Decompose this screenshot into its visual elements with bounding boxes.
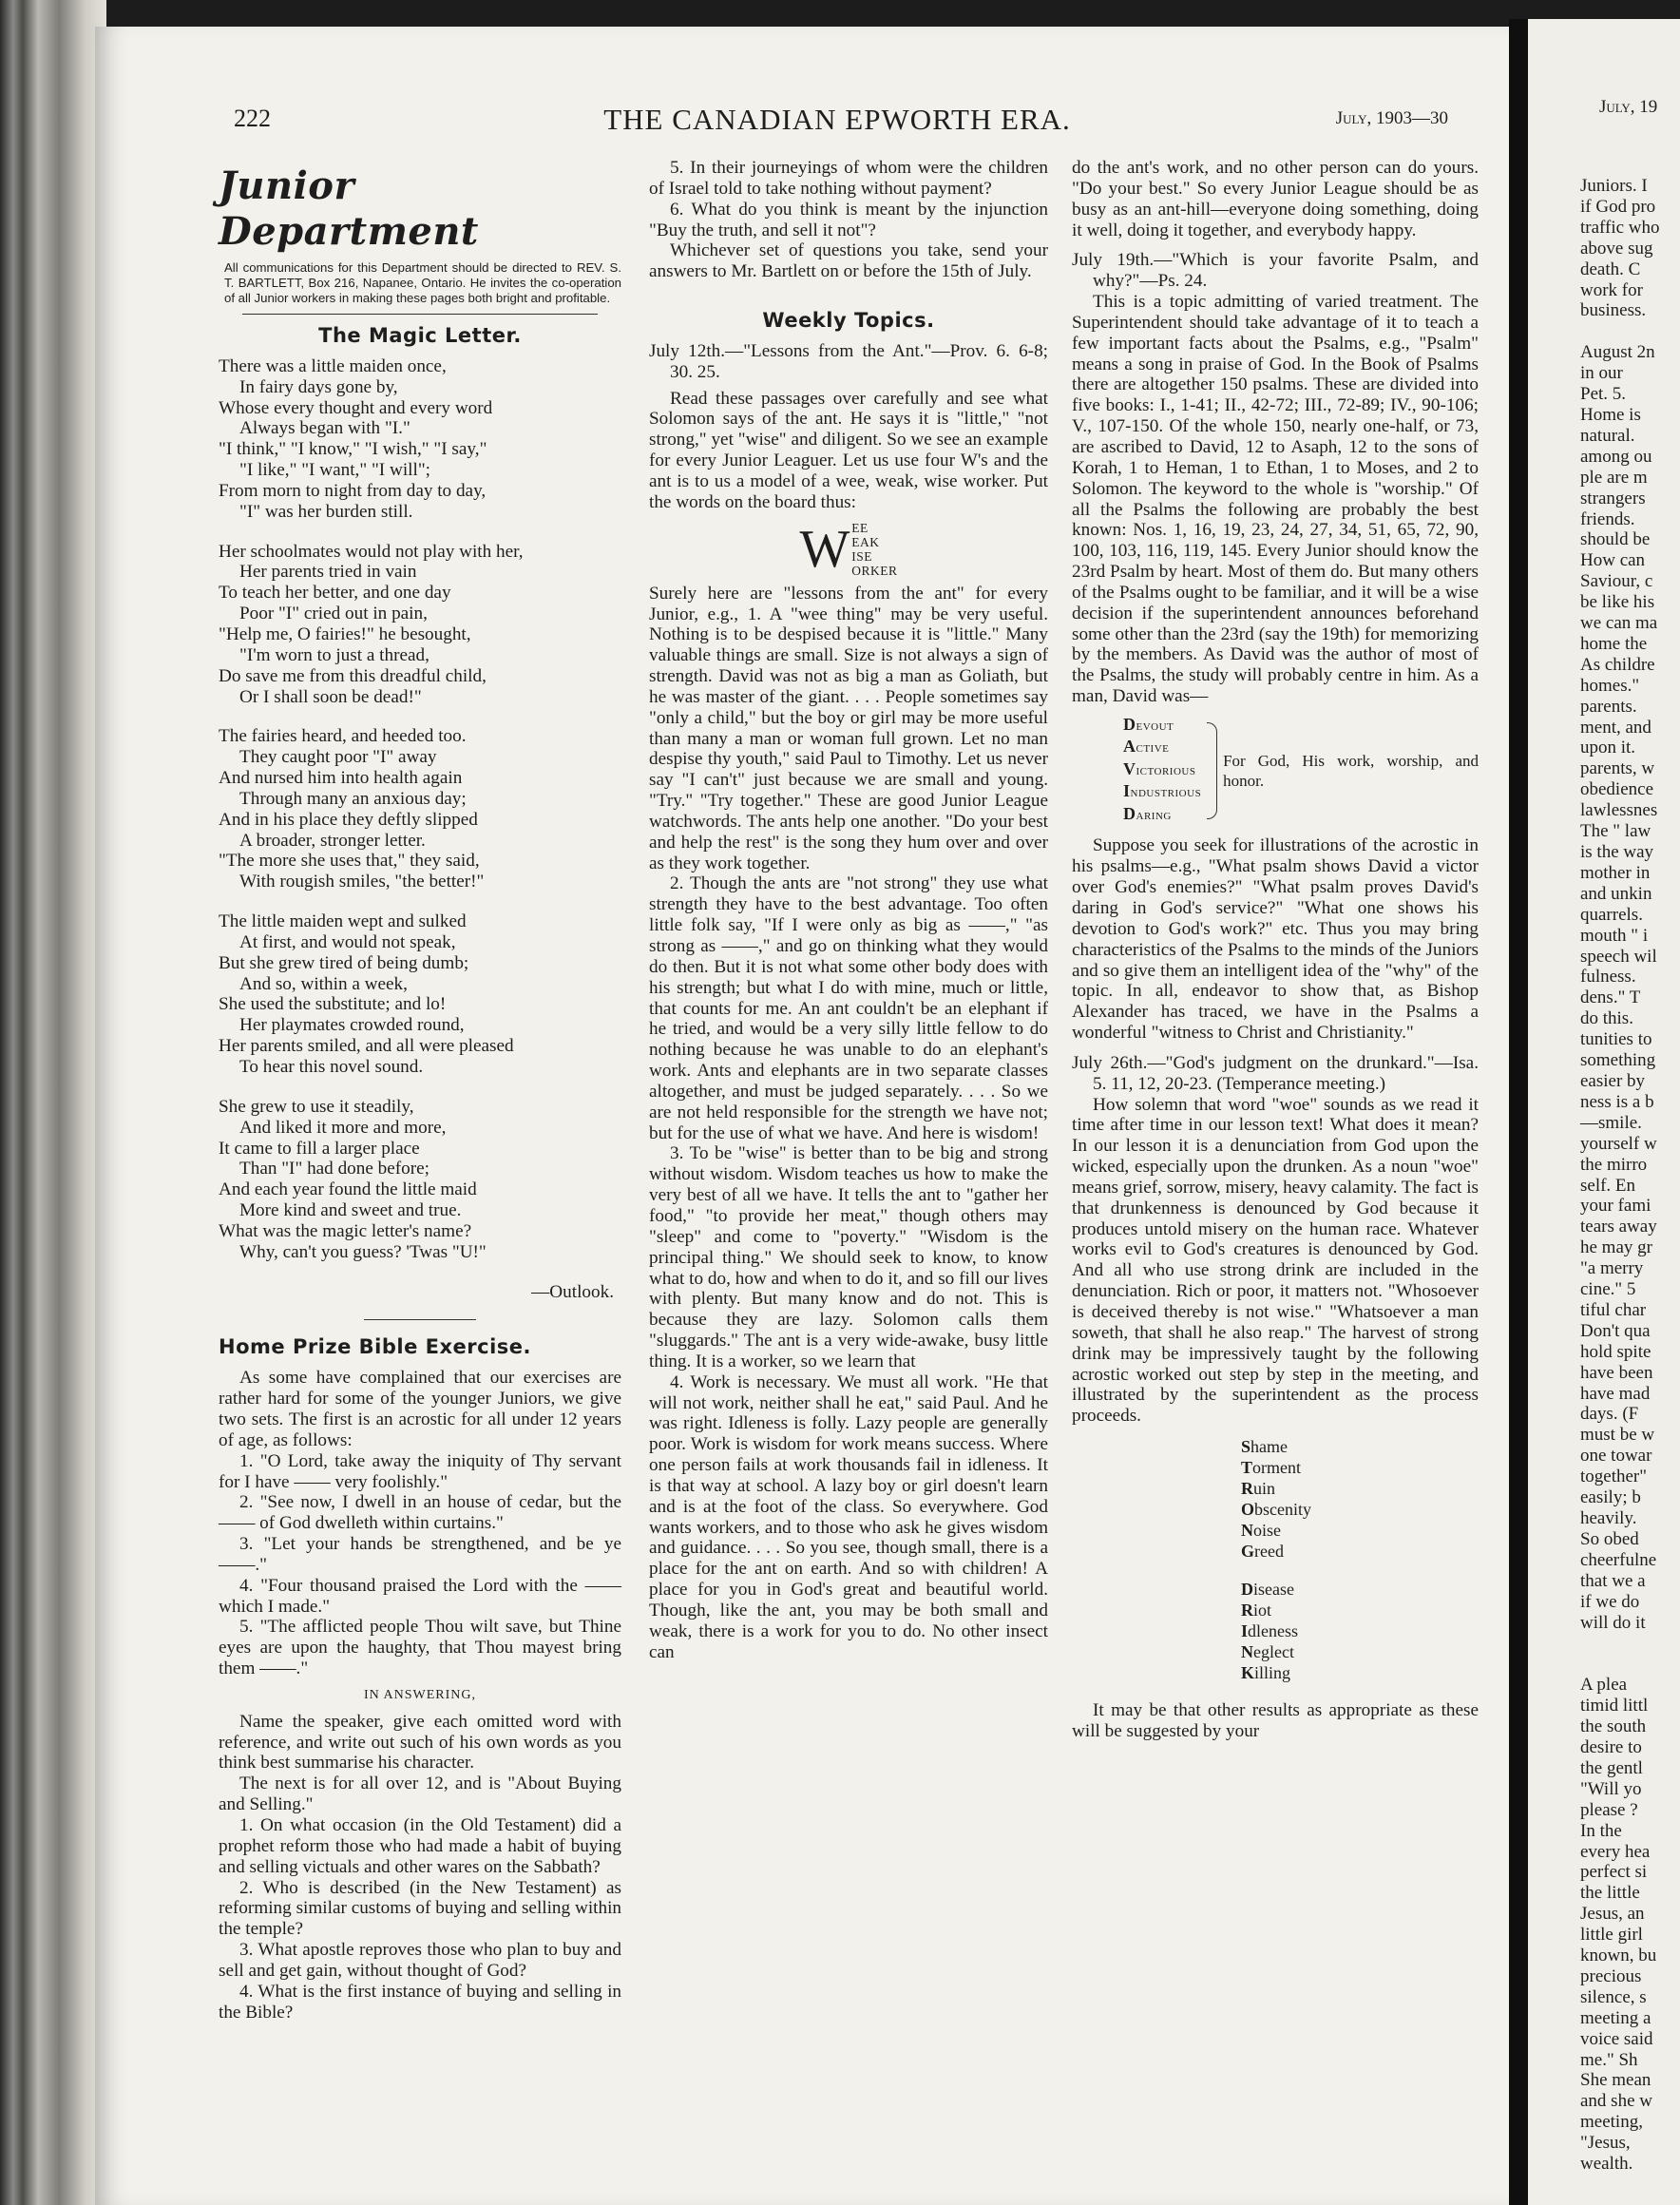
next-page-line: cine." 5 — [1580, 1279, 1636, 1300]
poem-line: But she grew tired of being dumb; — [219, 952, 469, 973]
acrostic-rest: eglect — [1253, 1642, 1294, 1662]
next-page-line: and she w — [1580, 2091, 1652, 2112]
paragraph: Surely here are "lessons from the ant" for every Junior, e.g., 1. A "wee thing" may be very useful. Nothing is to be despised because it is "little." Many valuable things are small. Size is not always a sign of strength. David was not as big a man as Goliath, but he was master of the giant. . . . People sometimes say "only a child," but the boy or girl may be more useful than many a man or woman full grown. Let no man despise thy youth," said Paul to Timothy. Let us never say "I can't" just because we are small and young. "Try." "Try together." These are good Junior League watchwords. The ants help one another. "Do your best and help the rest" is the song they hum over and over as they work together. — [649, 583, 1048, 873]
next-page-line: the mirro — [1580, 1154, 1648, 1175]
list-item: 1. "O Lord, take away the iniquity of Thy servant for I have —— very foolishly." — [219, 1450, 621, 1492]
acrostic-row — [1241, 1541, 1479, 1562]
list-item: 4. "Four thousand praised the Lord with the —— which I made." — [219, 1575, 621, 1617]
column-3 — [1072, 158, 1479, 1742]
acrostic-initial: N — [1241, 1521, 1253, 1541]
department-title: Junior Department — [219, 163, 479, 254]
acrostic-rest: evout — [1136, 718, 1174, 734]
next-page-line: August 2n — [1580, 342, 1655, 363]
poem-line: At first, and would not speak, — [239, 931, 456, 952]
next-page-line: She mean — [1580, 2070, 1651, 2091]
answering-label: IN ANSWERING, — [364, 1687, 476, 1702]
next-page-line — [1580, 321, 1680, 342]
next-page-line: upon it. — [1580, 738, 1636, 758]
next-page-line: meeting a — [1580, 2007, 1651, 2028]
closing-note: Whichever set of questions you take, send your answers to Mr. Bartlett on or before the 15th of July. — [649, 240, 1048, 282]
next-page-line: have mad — [1580, 1383, 1651, 1404]
magazine-title: THE CANADIAN EPWORTH ERA. — [603, 103, 1071, 136]
bible-intro: As some have complained that our exercises are rather hard for some of the younger Juniors, we give two sets. The first is an acrostic for all under 12 years of age, as follows: — [219, 1368, 621, 1450]
acrostic-rest: illing — [1254, 1663, 1291, 1683]
poem-line: And so, within a week, — [239, 973, 408, 994]
acrostic-initial: I — [1123, 781, 1131, 801]
next-page-line: do this. — [1580, 1008, 1633, 1029]
acrostic-initial: S — [1241, 1437, 1251, 1457]
acrostic-row — [1241, 1641, 1479, 1662]
poem-line: Her playmates crowded round, — [239, 1015, 465, 1036]
next-page-line: little girl — [1580, 1925, 1643, 1946]
strong-acrostic — [1241, 1436, 1479, 1562]
next-page-line: parents, w — [1580, 758, 1655, 779]
book-spine — [0, 0, 106, 2205]
poem-line: With rougish smiles, "the better!" — [239, 872, 485, 892]
next-page-line: How can — [1580, 550, 1646, 571]
paragraph: This is a topic admitting of varied treatment. The Superintendent should take advantage of it to teach a few important facts about the Psalms, e.g., "Psalm" means a song in praise of God. In the Book of Psalms there are altogether 150 psalms. These are divided into five books: I., 1-41; II., 42-72; III., 72-89; IV., 90-106; V., 107-150. Of the whole 150, nearly one-half, or 73, are ascribed to David, 12 to Asaph, 12 to the sons of Korah, 1 to Heman, 1 to Ethan, 1 to Moses, and 2 to Solomon. The keyword to the whole is "worship." Of all the Psalms the following are probably the best known: Nos. 1, 16, 19, 23, 24, 27, 34, 51, 65, 72, 90, 100, 103, 116, 119, 145. Every Junior should know the 23rd Psalm by heart. Most of them do. But many others of the Psalms ought to be familiar, and it will be a wise decision if the superintendent announces beforehand some other than the 23rd (say the 19th) for memorizing by the members. As David was the author of most of the Psalms, the study will probably centre in him. As a man, David was— — [1072, 292, 1479, 707]
next-page-line: Pet. 5. — [1580, 384, 1627, 405]
poem-line: "I think," "I know," "I wish," "I say," — [219, 439, 487, 460]
poem-stanza — [219, 1097, 621, 1263]
issue-date: July, 1903—30 — [1335, 108, 1448, 128]
next-page-line: should be — [1580, 529, 1651, 550]
list-item: 2. Who is described (in the New Testament) as reforming similar customs of buying and selling within the temple? — [219, 1877, 621, 1940]
poem-line: "The more she uses that," they said, — [219, 851, 480, 872]
next-page-line: "a merry — [1580, 1258, 1644, 1279]
next-page-line: traffic who — [1580, 217, 1660, 238]
next-page-line: business. — [1580, 300, 1647, 321]
poem-line: To teach her better, and one day — [219, 583, 451, 604]
next-page-line: timid littl — [1580, 1696, 1649, 1716]
poem-line: From morn to night from day to day, — [219, 480, 487, 501]
paragraph: 4. Work is necessary. We must all work. "He that will not work, neither shall he eat," said Paul. And he was right. Idleness is folly. Lazy people are generally poor. Work is wisdom for work means success. Where one person fails at work thousands fail in idleness. It is that way at school. A lazy boy or girl doesn't learn and is at the foot of the class. So everywhere. God wants workers, and to those who ask he gives wisdom and guidance. . . . So you see, though small, there is a place for the ant on earth. And so with children! A place for you in God's great and beautiful world. Though, like the ant, you may be both small and weak, there is a work for you to do. No other insect can — [649, 1371, 1048, 1662]
poem-stanza — [219, 726, 621, 892]
poem — [219, 356, 621, 1263]
poem-line: "I" was her burden still. — [239, 501, 413, 522]
acrostic-initial: O — [1241, 1500, 1255, 1520]
next-page-line: yourself w — [1580, 1133, 1657, 1154]
poem-line: Or I shall soon be dead!" — [239, 686, 422, 707]
paragraph: Suppose you seek for illustrations of the acrostic in his psalms—e.g., "What psalm shows David a victor over God's enemies?" "What psalm proves David's daring in God's service?" "What one shows his devotion to God's work?" etc. Thus you may bring characteristics of the Psalms to the minds of the Juniors and so give them an intelligent idea of the "why" of the topic. In all, endeavor to show that, as Bishop Alexander has traced, we have in the Psalms a wonderful "witness to Christ and Christianity." — [1072, 835, 1479, 1044]
poem-line: The fairies heard, and heeded too. — [219, 726, 467, 747]
next-page-line: self. En — [1580, 1175, 1636, 1196]
acrostic-row — [1241, 1457, 1479, 1478]
acrostic-row — [1241, 1520, 1479, 1541]
poem-line: Why, can't you guess? 'Twas "U!" — [239, 1241, 487, 1262]
david-acrostic — [1123, 715, 1479, 827]
next-page-line: strangers — [1580, 488, 1646, 508]
acrostic-rest: isease — [1253, 1580, 1294, 1600]
next-page-line: "Will yo — [1580, 1778, 1642, 1799]
next-page-line: desire to — [1580, 1736, 1642, 1757]
acrostic-note: For God, His work, worship, and honor. — [1223, 751, 1479, 790]
answering-text: Name the speaker, give each omitted word with reference, and write out such of his own words as you think best summarise his character. — [219, 1711, 621, 1774]
next-page-line: mouth " i — [1580, 925, 1649, 946]
poem-line: More kind and sweet and true. — [239, 1200, 462, 1221]
poem-line: It came to fill a larger place — [219, 1138, 420, 1159]
next-page-line — [1580, 1654, 1680, 1675]
acrostic-rest: aring — [1136, 807, 1172, 823]
next-page-line: known, bu — [1580, 1946, 1657, 1966]
poem-line: And each year found the little maid — [219, 1179, 477, 1200]
acrostic-row — [1123, 804, 1201, 827]
w-word: ORKER — [851, 563, 898, 578]
next-page-line: if we do — [1580, 1591, 1640, 1612]
acrostic-rest: oise — [1253, 1521, 1281, 1541]
next-page-line: A plea — [1580, 1675, 1628, 1696]
page-header — [226, 78, 1448, 135]
acrostic-row — [1123, 759, 1201, 782]
next-page-line: easier by — [1580, 1070, 1646, 1091]
next-page-line: easily; b — [1580, 1487, 1641, 1508]
acrostic-rest: iot — [1253, 1601, 1272, 1620]
next-page-line: is the way — [1580, 842, 1654, 862]
next-page-line: friends. — [1580, 508, 1635, 529]
poem-line: Do save me from this dreadful child, — [219, 665, 487, 686]
acrostic-row — [1241, 1600, 1479, 1620]
next-page-line: precious — [1580, 1965, 1642, 1986]
poem-line: Her parents tried in vain — [239, 562, 417, 583]
department-note: All communications for this Department should be directed to REV. S. T. BARTLETT, Box 216, Napanee, Ontario. He invites the co-operation of all Junior workers in making these pages both bright and profitable. — [224, 260, 621, 305]
poem-line: In fairy days gone by, — [239, 376, 398, 397]
next-page-line: voice said — [1580, 2028, 1653, 2049]
acrostic-row — [1241, 1499, 1479, 1520]
acrostic-words — [1123, 715, 1201, 827]
poem-line: "Help me, O fairies!" he besought, — [219, 623, 471, 644]
paragraph: 3. To be "wise" is better than to be big and strong without wisdom. Wisdom teaches us how to make the very best of all we have. It tells the ant to "gather her food," "to provide her meat," though others may "sleep" and come to "poverty." "Wisdom is the principal thing." We should seek to know, to know what to do, how and when to do it, and so fill our lives with plenty. But many know and do not. This is because they are lazy. Solomon calls them "sluggards." The ant is a very wide-awake, busy little thing. It is a worker, so we learn that — [649, 1143, 1048, 1371]
acrostic-rest: ctive — [1136, 740, 1170, 757]
next-page-line: every hea — [1580, 1841, 1651, 1862]
next-page-line: wealth. — [1580, 2154, 1633, 2175]
next-page-line: Saviour, c — [1580, 571, 1653, 592]
bible-items — [219, 1451, 621, 1679]
acrostic-rest: ndustrious — [1130, 785, 1202, 801]
poem-line: Her parents smiled, and all were pleased — [219, 1036, 514, 1057]
next-page-line: me." Sh — [1580, 2049, 1638, 2070]
next-page-line: homes." — [1580, 675, 1640, 696]
next-page-line: In the — [1580, 1820, 1622, 1841]
next-page-line: please ? — [1580, 1799, 1638, 1820]
acrostic-rest: orment — [1252, 1458, 1302, 1478]
next-page-line: perfect si — [1580, 1862, 1648, 1883]
next-page-line: among ou — [1580, 446, 1652, 467]
brace — [1207, 722, 1217, 819]
poem-line: To hear this novel sound. — [239, 1057, 424, 1077]
next-page-line: —smile. — [1580, 1112, 1642, 1133]
poem-line: She grew to use it steadily, — [219, 1096, 414, 1117]
poem-line: Always began with "I." — [239, 418, 410, 439]
next-page-line: Juniors. I — [1580, 176, 1648, 196]
list-item: 5. In their journeyings of whom were the children of Israel told to take nothing without payment? — [649, 158, 1048, 199]
next-page-line: hold spite — [1580, 1341, 1651, 1362]
next-page-line — [1580, 1633, 1680, 1654]
acrostic-initial: T — [1241, 1458, 1253, 1478]
next-page-line: obedience — [1580, 779, 1654, 800]
w-words — [851, 521, 897, 578]
acrostic-rest: dleness — [1248, 1621, 1299, 1641]
acrostic-row — [1123, 781, 1201, 804]
w-word: EE — [851, 520, 869, 535]
acrostic-initial: N — [1241, 1642, 1253, 1662]
next-page-line: natural. — [1580, 425, 1635, 446]
acrostic-row — [1123, 737, 1201, 759]
next-page-line: quarrels. — [1580, 904, 1643, 925]
next-page-line: fulness. — [1580, 967, 1636, 987]
poem-line: And liked it more and more, — [239, 1117, 447, 1138]
acrostic-initial: R — [1241, 1479, 1253, 1499]
bible-exercise-title: Home Prize Bible Exercise. — [219, 1335, 532, 1359]
paragraph: 2. Though the ants are "not strong" they use what strength they have to the best advantage. Too often little folk say, "If I were only as big as ——," "as strong as ——," and go on thinking what they would do then. But it is not what some other body does with his strength; but what I do with mine, much or little, that counts for me. An ant couldn't be an elephant if he tried, and would be a very silly little fellow to do nothing because he was unable to do an elephant's work. Ants and elephants are in two separate classes altogether, and must be judged separately. . . . So we are not held responsible for the strength we have not; but for the use of what we have. And here is wisdom! — [649, 873, 1048, 1143]
next-page-line: together" — [1580, 1467, 1648, 1487]
next-page-line: "Jesus, — [1580, 2133, 1631, 2154]
paragraph: Read these passages over carefully and see what Solomon says of the ant. He says it is "little," "not strong," yet "wise" and diligent. So we see an example for every Junior Leaguer. Let us use four W's and the ant is to us a model of a wee, weak, wise worker. Put the words on the board thus: — [649, 388, 1048, 512]
next-page-line: something — [1580, 1050, 1656, 1071]
acrostic-initial: K — [1241, 1663, 1255, 1683]
next-page-line: silence, s — [1580, 1986, 1647, 2007]
next-page-line: lawlessnes — [1580, 800, 1658, 821]
next-page-line: one towar — [1580, 1446, 1652, 1467]
next-page-line: if God pro — [1580, 196, 1656, 217]
poem-stanza — [219, 356, 621, 523]
drink-acrostic — [1241, 1579, 1479, 1683]
list-item: 1. On what occasion (in the Old Testament) did a prophet reform those who had made a habit of buying and selling victuals and other wares on the Sabbath? — [219, 1815, 621, 1877]
next-page-line: above sug — [1580, 238, 1653, 259]
page-number: 222 — [234, 105, 271, 132]
column-1 — [219, 158, 621, 2023]
next-page-line: So obed — [1580, 1528, 1639, 1549]
next-page-line: the gentl — [1580, 1757, 1643, 1778]
acrostic-initial: I — [1241, 1621, 1249, 1641]
paragraph: How solemn that word "woe" sounds as we read it time after time in our lesson text! What does it mean? In our lesson it is a denunciation from God upon the wicked, especially upon the drunken. As a noun "woe" means grief, sorrow, misery, heavy calamity. The fact is that drunkenness is denounced by God because it produces untold misery on the human race. Whatever works evil to God's creatures is denounced by God. And all who use strong drink are included in the denunciation. Rich or poor, it matters not. "Whosoever is deceived thereby is not wise." "Whatsoever a man soweth, that shall he also reap." The harvest of strong drink may be impressively taught by the following acrostic worked out step by step in the meeting, and illustrated by the superintendent as the process proceeds. — [1072, 1094, 1479, 1427]
acrostic-initial: D — [1123, 803, 1136, 823]
acrostic-row — [1241, 1620, 1479, 1641]
next-page-line: meeting, — [1580, 2112, 1643, 2133]
poem-line: And nursed him into health again — [219, 768, 463, 789]
poem-line: Whose every thought and every word — [219, 397, 493, 418]
second-intro: The next is for all over 12, and is "About Buying and Selling." — [219, 1774, 621, 1815]
poem-line: The little maiden wept and sulked — [219, 911, 467, 932]
next-page-line: the little — [1580, 1883, 1640, 1904]
next-page-line: the south — [1580, 1716, 1647, 1737]
poem-line: Through many an anxious day; — [239, 788, 467, 809]
poem-line: "I like," "I want," "I will"; — [239, 460, 430, 481]
next-page-line: days. (F — [1580, 1404, 1639, 1425]
question-items — [649, 158, 1048, 240]
acrostic-rest: uin — [1253, 1479, 1276, 1499]
next-page-line: he may gr — [1580, 1237, 1652, 1258]
next-page-text — [1580, 176, 1680, 2175]
next-page-line: home the — [1580, 633, 1648, 654]
acrostic-initial: D — [1241, 1580, 1253, 1600]
next-page-line: mother in — [1580, 862, 1651, 883]
acrostic-row — [1241, 1662, 1479, 1683]
list-item: 3. "Let your hands be strengthened, and be ye ——." — [219, 1534, 621, 1575]
acrostic-row — [1241, 1436, 1479, 1457]
paragraph: It may be that other results as appropriate as these will be suggested by your — [1072, 1700, 1479, 1741]
next-page-line: we can ma — [1580, 613, 1658, 634]
next-page-line: will do it — [1580, 1612, 1646, 1633]
next-page-line: As childre — [1580, 654, 1655, 675]
next-page-line: tunities to — [1580, 1029, 1652, 1050]
next-page-line: your fami — [1580, 1196, 1651, 1217]
next-page-line: ness is a b — [1580, 1091, 1654, 1112]
acrostic-row — [1123, 715, 1201, 738]
topic-july-12-heading: July 12th.—"Lessons from the Ant."—Prov. 6. 6-8; 30. 25. — [649, 340, 1048, 382]
next-page-line: be like his — [1580, 592, 1655, 613]
acrostic-initial: G — [1241, 1542, 1255, 1562]
next-page-line: Home is — [1580, 404, 1641, 425]
list-item: 2. "See now, I dwell in an house of cedar, but the —— of God dwelleth within curtains." — [219, 1492, 621, 1534]
list-item: 6. What do you think is meant by the injunction "Buy the truth, and sell it not"? — [649, 199, 1048, 240]
poem-line: What was the magic letter's name? — [219, 1220, 472, 1241]
big-w-letter: W — [799, 519, 850, 579]
poem-title: The Magic Letter. — [318, 324, 522, 347]
next-page-line: have been — [1580, 1362, 1653, 1383]
poem-line: There was a little maiden once, — [219, 355, 447, 376]
next-page-line: cheerfulne — [1580, 1549, 1657, 1570]
poem-stanza — [219, 911, 621, 1078]
next-page-line: dens." T — [1580, 987, 1641, 1008]
acrostic-initial: V — [1123, 758, 1136, 778]
page-right-partial — [1528, 19, 1680, 2205]
acrostic-rest: bscenity — [1254, 1500, 1312, 1520]
column-2 — [649, 158, 1048, 1663]
poem-line: They caught poor "I" away — [239, 747, 437, 768]
acrostic-row — [1241, 1478, 1479, 1499]
next-page-header: July, 19 — [1599, 97, 1658, 117]
paragraph: do the ant's work, and no other person can do yours. "Do your best." So every Junior League should be as busy as an ant-hill—everyone doing something, doing it well, doing it together, and everybody happy. — [1072, 158, 1479, 240]
poem-line: Her schoolmates would not play with her, — [219, 541, 524, 562]
next-page-line: tears away — [1580, 1217, 1657, 1237]
next-page-line: that we a — [1580, 1570, 1646, 1591]
poem-line: Than "I" had done before; — [239, 1159, 430, 1179]
weekly-topics-title: Weekly Topics. — [762, 309, 935, 333]
page-gutter — [1509, 19, 1528, 2205]
next-page-line: speech wil — [1580, 946, 1657, 967]
topic-july-26-heading: July 26th.—"God's judgment on the drunkard."—Isa. 5. 11, 12, 20-23. (Temperance meeting.) — [1072, 1052, 1479, 1094]
poem-attribution: —Outlook. — [531, 1281, 614, 1302]
w-word: ISE — [851, 548, 873, 564]
divider — [242, 314, 597, 315]
next-page-line: parents. — [1580, 696, 1637, 717]
poem-line: "I'm worn to just a thread, — [239, 644, 430, 665]
acrostic-initial: A — [1123, 737, 1136, 757]
acrostic-rest: reed — [1254, 1542, 1284, 1562]
next-page-line: ple are m — [1580, 467, 1648, 488]
next-page-line: work for — [1580, 279, 1643, 300]
acrostic-initial: D — [1123, 714, 1136, 734]
poem-line: She used the substitute; and lo! — [219, 994, 447, 1015]
next-page-line: tiful char — [1580, 1299, 1647, 1320]
acrostic-row — [1241, 1579, 1479, 1600]
list-item: 5. "The afflicted people Thou wilt save, but Thine eyes are upon the haughty, that Thou mayest bring them ——." — [219, 1617, 621, 1679]
list-item: 4. What is the first instance of buying and selling in the Bible? — [219, 1981, 621, 2023]
acrostic-rest: ictorious — [1136, 762, 1196, 778]
divider — [364, 1319, 476, 1320]
poem-line: A broader, stronger letter. — [239, 830, 426, 851]
next-page-line: Jesus, an — [1580, 1904, 1645, 1925]
next-page-line: and unkin — [1580, 883, 1652, 904]
acrostic-initial: R — [1241, 1601, 1253, 1620]
next-page-line: The " law — [1580, 821, 1651, 842]
next-page-line: Don't qua — [1580, 1320, 1651, 1341]
next-page-line: must be w — [1580, 1425, 1655, 1446]
wee-weak-wise-worker-figure — [649, 521, 1048, 578]
poem-line: And in his place they deftly slipped — [219, 809, 478, 830]
next-page-line: in our — [1580, 363, 1623, 384]
w-word: EAK — [851, 534, 880, 549]
topic-july-19-heading: July 19th.—"Which is your favorite Psalm, and why?"—Ps. 24. — [1072, 250, 1479, 292]
second-items — [219, 1815, 621, 2023]
next-page-line: death. C — [1580, 259, 1641, 279]
next-page-line: ment, and — [1580, 717, 1651, 738]
poem-line: Poor "I" cried out in pain, — [239, 604, 428, 624]
poem-stanza — [219, 542, 621, 708]
acrostic-rest: hame — [1250, 1437, 1288, 1457]
list-item: 3. What apostle reproves those who plan to buy and sell and get gain, without thought of God? — [219, 1940, 621, 1981]
next-page-line: heavily. — [1580, 1508, 1637, 1528]
